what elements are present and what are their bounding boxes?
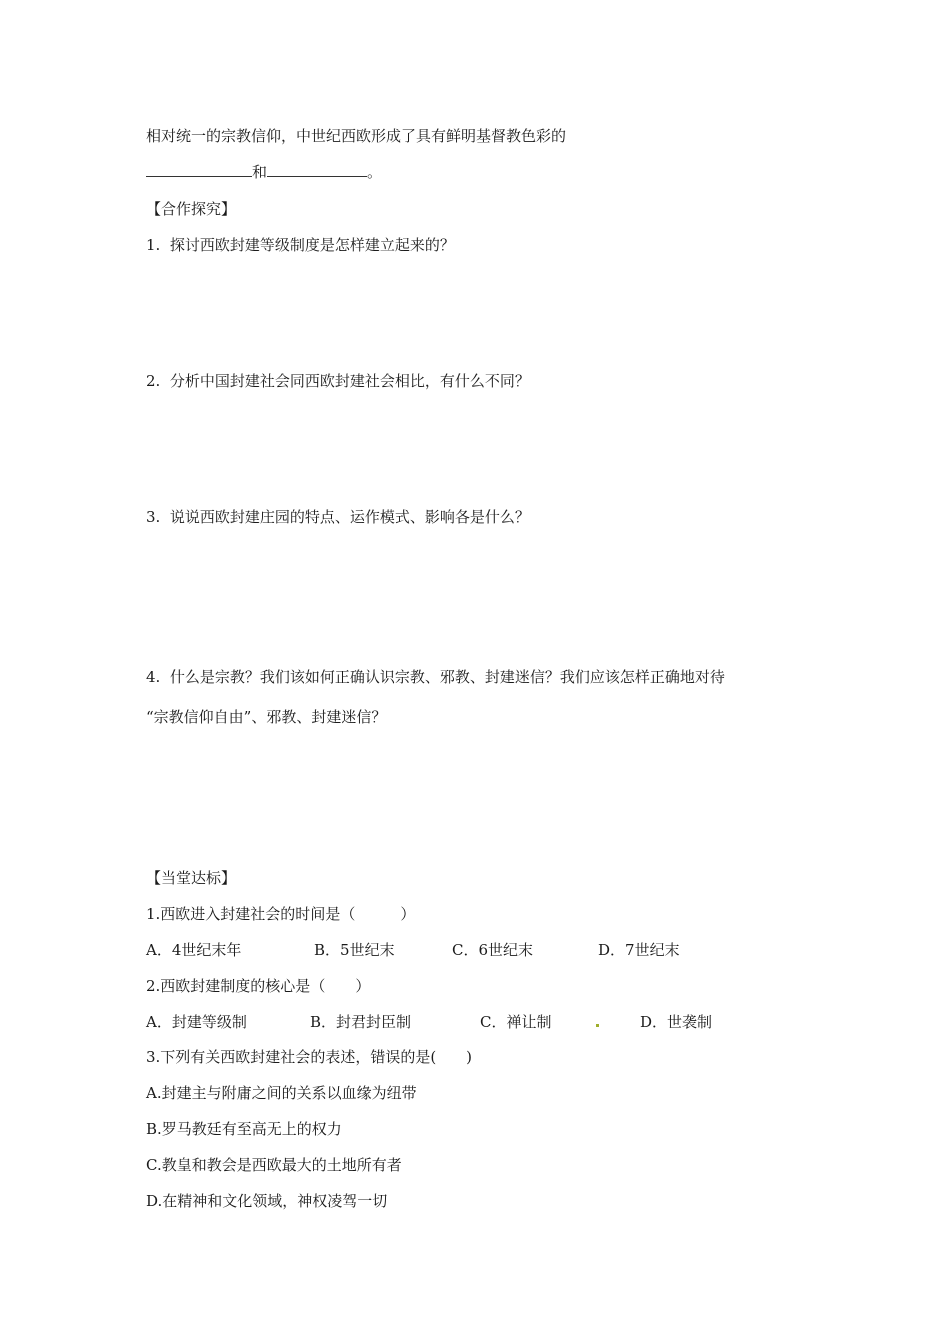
question-number: 1.: [146, 236, 161, 254]
question-text: 探讨西欧封建等级制度是怎样建立起来的？: [169, 236, 455, 254]
question-text: 什么是宗教？我们该如何正确认识宗教、邪教、封建迷信？我们应该怎样正确地对待: [169, 668, 725, 686]
option-c[interactable]: C.教皇和教会是西欧最大的土地所有者: [146, 1156, 402, 1174]
question-number: 4.: [146, 668, 161, 686]
option-b[interactable]: B．封君封臣制: [310, 1013, 412, 1031]
option-c[interactable]: C．6世纪末: [452, 941, 534, 959]
question-number: 2.: [146, 372, 161, 390]
answer-blank-1[interactable]: [146, 162, 252, 177]
question-number: 3.: [146, 508, 161, 526]
mc-question-2: 2.西欧封建制度的核心是（ ）: [146, 977, 371, 995]
question-3: [146, 507, 530, 527]
answer-blank-2[interactable]: [267, 162, 367, 177]
connector-text: 和: [252, 163, 268, 181]
option-a[interactable]: A．封建等级制: [146, 1013, 247, 1031]
option-b[interactable]: B．5世纪末: [314, 941, 395, 959]
question-4-continued: “宗教信仰自由”、邪教、封建迷信？: [146, 708, 387, 726]
mc-question-1: 1.西欧进入封建社会的时间是（ ）: [146, 905, 416, 923]
question-text: 说说西欧封建庄园的特点、运作模式、影响各是什么？: [169, 508, 530, 526]
option-b[interactable]: B.罗马教廷有至高无上的权力: [146, 1120, 342, 1138]
option-d[interactable]: D．世袭制: [640, 1013, 713, 1031]
intro-line: 相对统一的宗教信仰，中世纪西欧形成了具有鲜明基督教色彩的: [146, 127, 567, 145]
option-d[interactable]: D．7世纪末: [598, 941, 680, 959]
question-4: [146, 667, 725, 687]
option-a[interactable]: A.封建主与附庸之间的关系以血缘为纽带: [146, 1084, 417, 1102]
section-heading-classroom: 【当堂达标】: [146, 869, 237, 887]
mc-question-3: 3.下列有关西欧封建社会的表述，错误的是( ): [146, 1048, 473, 1066]
option-c[interactable]: C．禅让制: [480, 1013, 552, 1031]
period-text: 。: [367, 163, 383, 181]
stray-mark: [596, 1024, 599, 1027]
question-text: 分析中国封建社会同西欧封建社会相比，有什么不同？: [169, 372, 530, 390]
fill-in-line: [146, 162, 382, 182]
section-heading-cooperative: 【合作探究】: [146, 200, 237, 218]
option-a[interactable]: A．4世纪末年: [146, 941, 242, 959]
option-d[interactable]: D.在精神和文化领域，神权凌驾一切: [146, 1192, 388, 1210]
question-2: [146, 371, 530, 391]
question-1: [146, 235, 455, 255]
